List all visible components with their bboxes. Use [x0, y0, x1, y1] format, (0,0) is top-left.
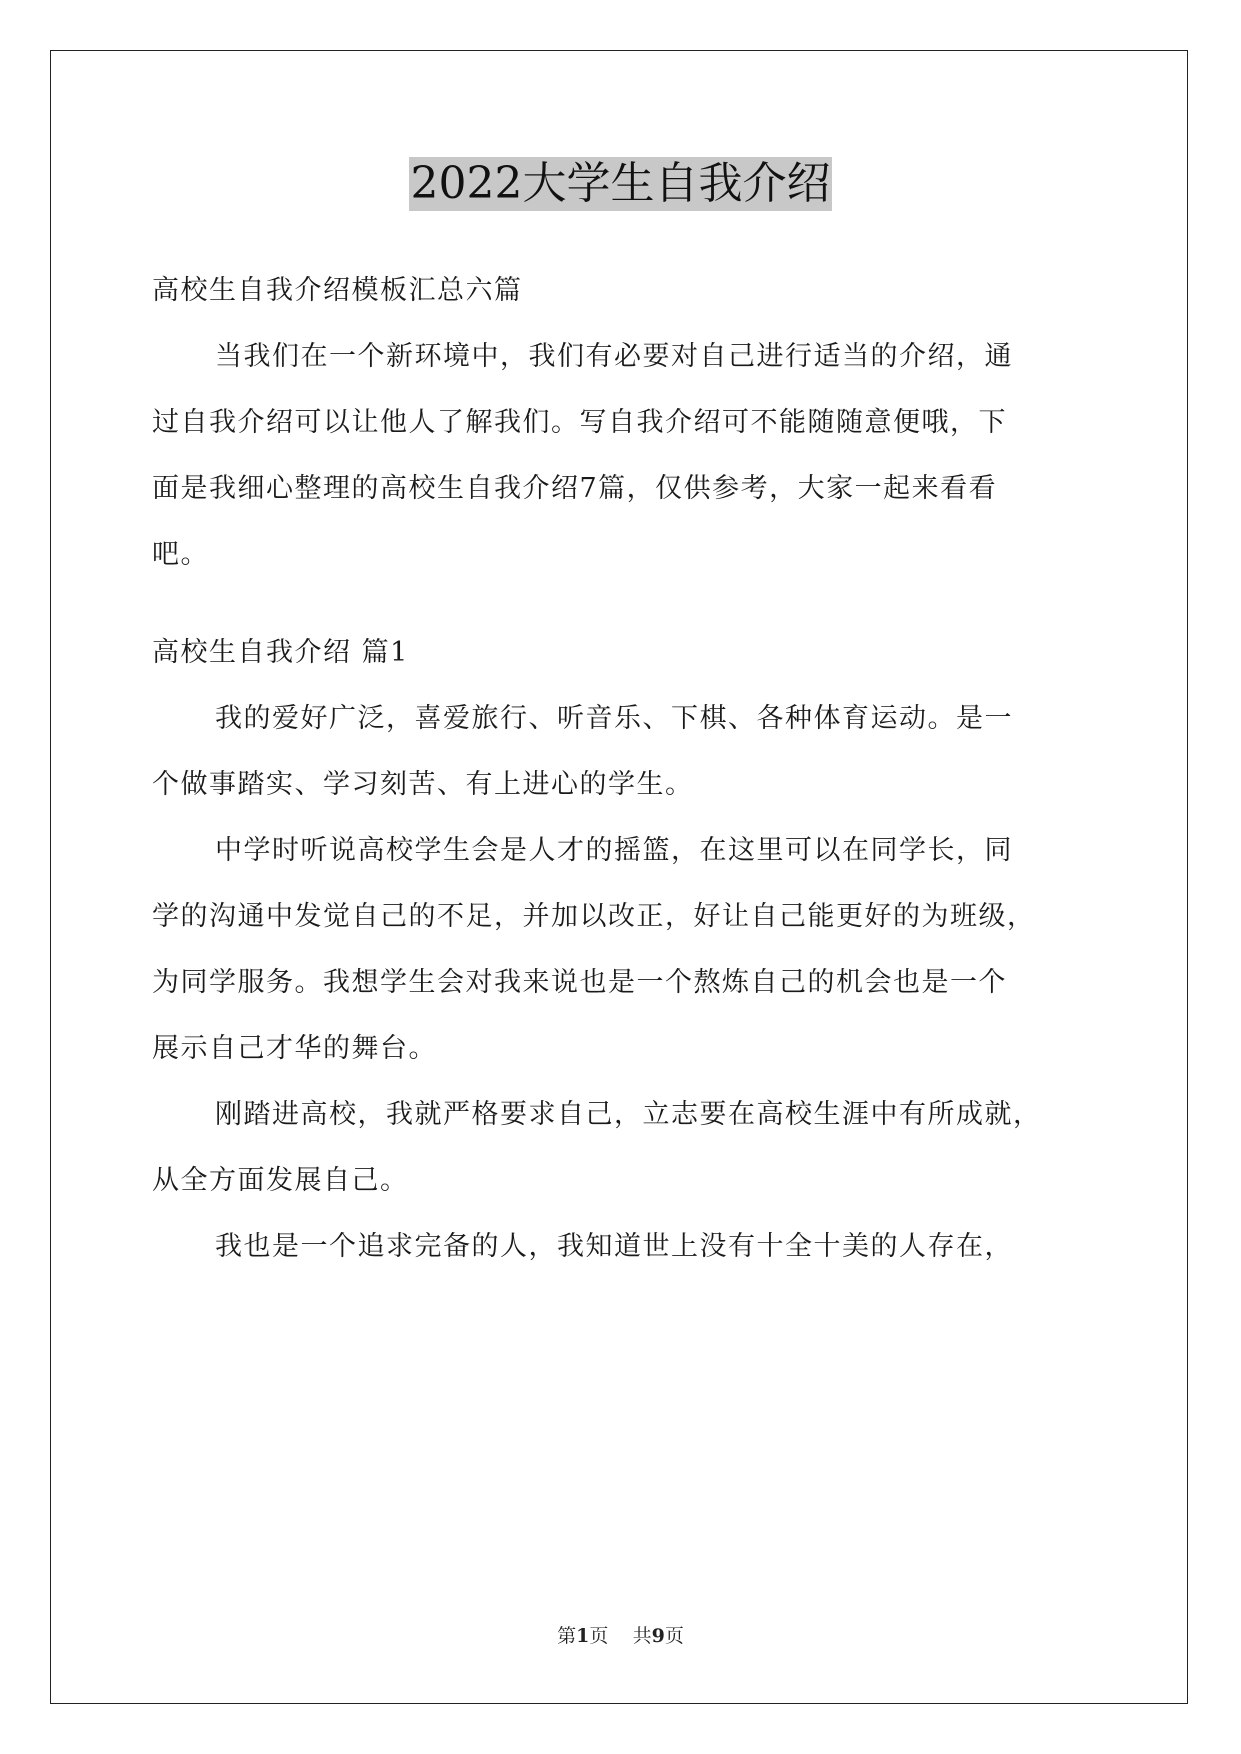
subtitle: 高校生自我介绍模板汇总六篇 [152, 275, 523, 306]
paragraph-line: 刚踏进高校，我就严格要求自己，立志要在高校生涯中有所成就， [215, 1099, 1042, 1130]
paragraph-line: 个做事踏实、学习刻苦、有上进心的学生。 [152, 769, 694, 800]
paragraph-line: 过自我介绍可以让他人了解我们。写自我介绍可不能随随意便哦，下 [152, 407, 1007, 438]
total-suffix: 页 [664, 1625, 684, 1647]
paragraph-line: 面是我细心整理的高校生自我介绍7篇，仅供参考，大家一起来看看 [152, 473, 998, 504]
paragraph-line: 中学时听说高校学生会是人才的摇篮，在这里可以在同学长，同 [215, 835, 1013, 866]
title-wrap [0, 157, 1241, 211]
paragraph-line: 我的爱好广泛，喜爱旅行、听音乐、下棋、各种体育运动。是一 [215, 703, 1013, 734]
paragraph-line: 学的沟通中发觉自己的不足，并加以改正，好让自己能更好的为班级， [152, 901, 1036, 932]
paragraph-line: 吧。 [152, 539, 209, 570]
document-body [152, 258, 1092, 1280]
page-prefix: 第 [557, 1625, 577, 1647]
section-heading: 高校生自我介绍 篇1 [152, 637, 409, 668]
paragraph-line: 从全方面发展自己。 [152, 1165, 409, 1196]
page-suffix: 页 [589, 1625, 609, 1647]
page-footer [0, 1621, 1241, 1648]
total-pages: 9 [651, 1625, 665, 1647]
section-gap [152, 588, 1092, 620]
paragraph-line: 展示自己才华的舞台。 [152, 1033, 437, 1064]
paragraph-line: 当我们在一个新环境中，我们有必要对自己进行适当的介绍，通 [215, 341, 1013, 372]
paragraph-line: 为同学服务。我想学生会对我来说也是一个熬炼自己的机会也是一个 [152, 967, 1007, 998]
paragraph-line: 我也是一个追求完备的人，我知道世上没有十全十美的人存在， [215, 1231, 1013, 1262]
total-prefix: 共 [632, 1625, 652, 1647]
page-number: 1 [576, 1625, 590, 1647]
document-title: 2022大学生自我介绍 [410, 158, 831, 209]
